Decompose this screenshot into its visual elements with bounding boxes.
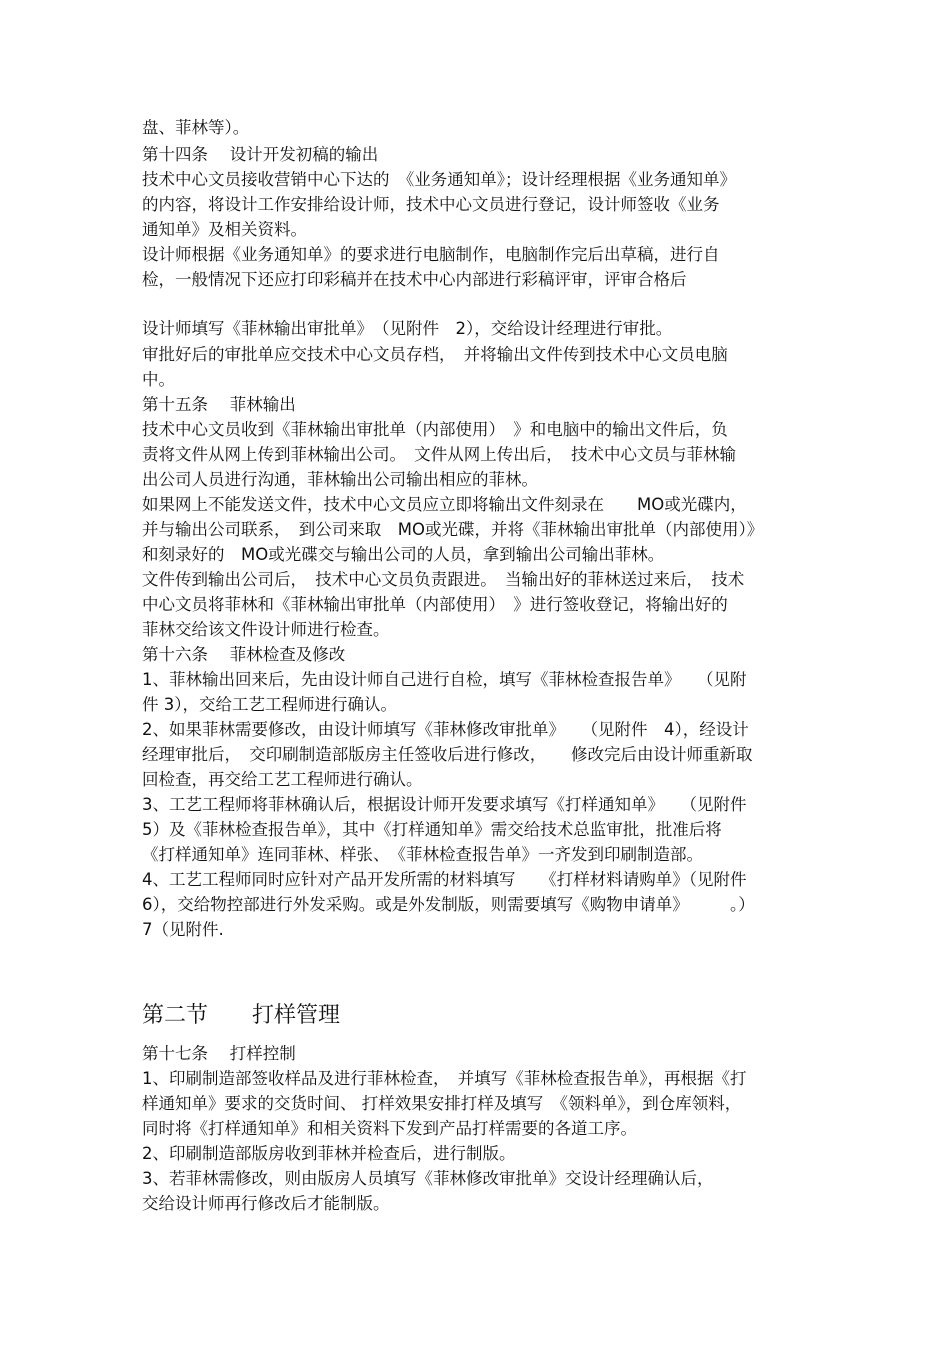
text-line: 的内容，将设计工作安排给设计师，技术中心文员进行登记，设计师签收《业务: [142, 195, 720, 214]
text-line: 检，一般情况下还应打印彩稿并在技术中心内部进行彩稿评审，评审合格后: [142, 270, 687, 289]
text-line: 技术中心文员收到《菲林输出审批单（内部使用） 》和电脑中的输出文件后，负: [142, 420, 728, 439]
text-line: 中。: [142, 370, 175, 389]
text-line: 6），交给物控部进行外发采购。或是外发制版，则需要填写《购物申请单》 。）: [142, 895, 755, 914]
text-line: 并与输出公司联系， 到公司来取 MO或光碟，并将《菲林输出审批单（内部使用）》: [142, 520, 764, 539]
text-line: 中心文员将菲林和《菲林输出审批单（内部使用） 》进行签收登记，将输出好的: [142, 595, 728, 614]
text-line: 出公司人员进行沟通，菲林输出公司输出相应的菲林。: [142, 470, 538, 489]
text-line: 通知单》及相关资料。: [142, 220, 307, 239]
article-heading: 第十七条 打样控制: [142, 1044, 296, 1063]
text-line: 设计师根据《业务通知单》的要求进行电脑制作，电脑制作完后出草稿，进行自: [142, 245, 720, 264]
article-heading: 第十五条 菲林输出: [142, 395, 296, 414]
text-line: 《打样通知单》连同菲林、样张、 《菲林检查报告单》一齐发到印刷制造部。: [142, 845, 703, 864]
text-line: 技术中心文员接收营销中心下达的 《业务通知单》；设计经理根据《业务通知单》: [142, 170, 736, 189]
text-line: 责将文件从网上传到菲林输出公司。 文件从网上传出后， 技术中心文员与菲林输: [142, 445, 736, 464]
text-line: 2、印刷制造部版房收到菲林并检查后，进行制版。: [142, 1144, 516, 1163]
article-heading: 第十四条 设计开发初稿的输出: [142, 145, 379, 164]
text-line: 盘、菲林等）。: [142, 118, 250, 137]
text-line: 审批好后的审批单应交技术中心文员存档， 并将输出文件传到技术中心文员电脑: [142, 345, 728, 364]
text-line: 3、若菲林需修改，则由版房人员填写《菲林修改审批单》交设计经理确认后，: [142, 1169, 714, 1188]
text-line: 2、如果菲林需要修改，由设计师填写《菲林修改审批单》 （见附件 4），经设计: [142, 720, 749, 739]
text-line: 文件传到输出公司后， 技术中心文员负责跟进。 当输出好的菲林送过来后， 技术: [142, 570, 745, 589]
text-line: 4、工艺工程师同时应针对产品开发所需的材料填写 《打样材料请购单》（见附件: [142, 870, 747, 889]
text-line: 7（见附件.: [142, 920, 224, 939]
text-line: 和刻录好的 MO或光碟交与输出公司的人员，拿到输出公司输出菲林。: [142, 545, 665, 564]
text-line: 菲林交给该文件设计师进行检查。: [142, 620, 390, 639]
text-line: 样通知单》要求的交货时间、 打样效果安排打样及填写 《领料单》，到仓库领料，: [142, 1094, 742, 1113]
text-line: 1、菲林输出回来后，先由设计师自己进行自检，填写《菲林检查报告单》 （见附: [142, 670, 747, 689]
text-line: 件 3），交给工艺工程师进行确认。: [142, 695, 397, 714]
text-line: 交给设计师再行修改后才能制版。: [142, 1194, 390, 1213]
article-heading: 第十六条 菲林检查及修改: [142, 645, 346, 664]
text-line: 如果网上不能发送文件，技术中心文员应立即将输出文件刻录在 MO或光碟内，: [142, 495, 747, 514]
section-heading: 第二节 打样管理: [142, 1003, 341, 1028]
text-line: 回检查，再交给工艺工程师进行确认。: [142, 770, 423, 789]
text-line: 设计师填写《菲林输出审批单》 （见附件 2），交给设计经理进行审批。: [142, 319, 673, 338]
text-line: 3、工艺工程师将菲林确认后，根据设计师开发要求填写《打样通知单》 （见附件: [142, 795, 747, 814]
text-line: 1、印刷制造部签收样品及进行菲林检查， 并填写《菲林检查报告单》，再根据《打: [142, 1069, 747, 1088]
text-line: 5）及《菲林检查报告单》，其中《打样通知单》需交给技术总监审批，批准后将: [142, 820, 722, 839]
text-line: 同时将《打样通知单》和相关资料下发到产品打样需要的各道工序。: [142, 1119, 637, 1138]
text-line: 经理审批后， 交印刷制造部版房主任签收后进行修改， 修改完后由设计师重新取: [142, 745, 753, 764]
